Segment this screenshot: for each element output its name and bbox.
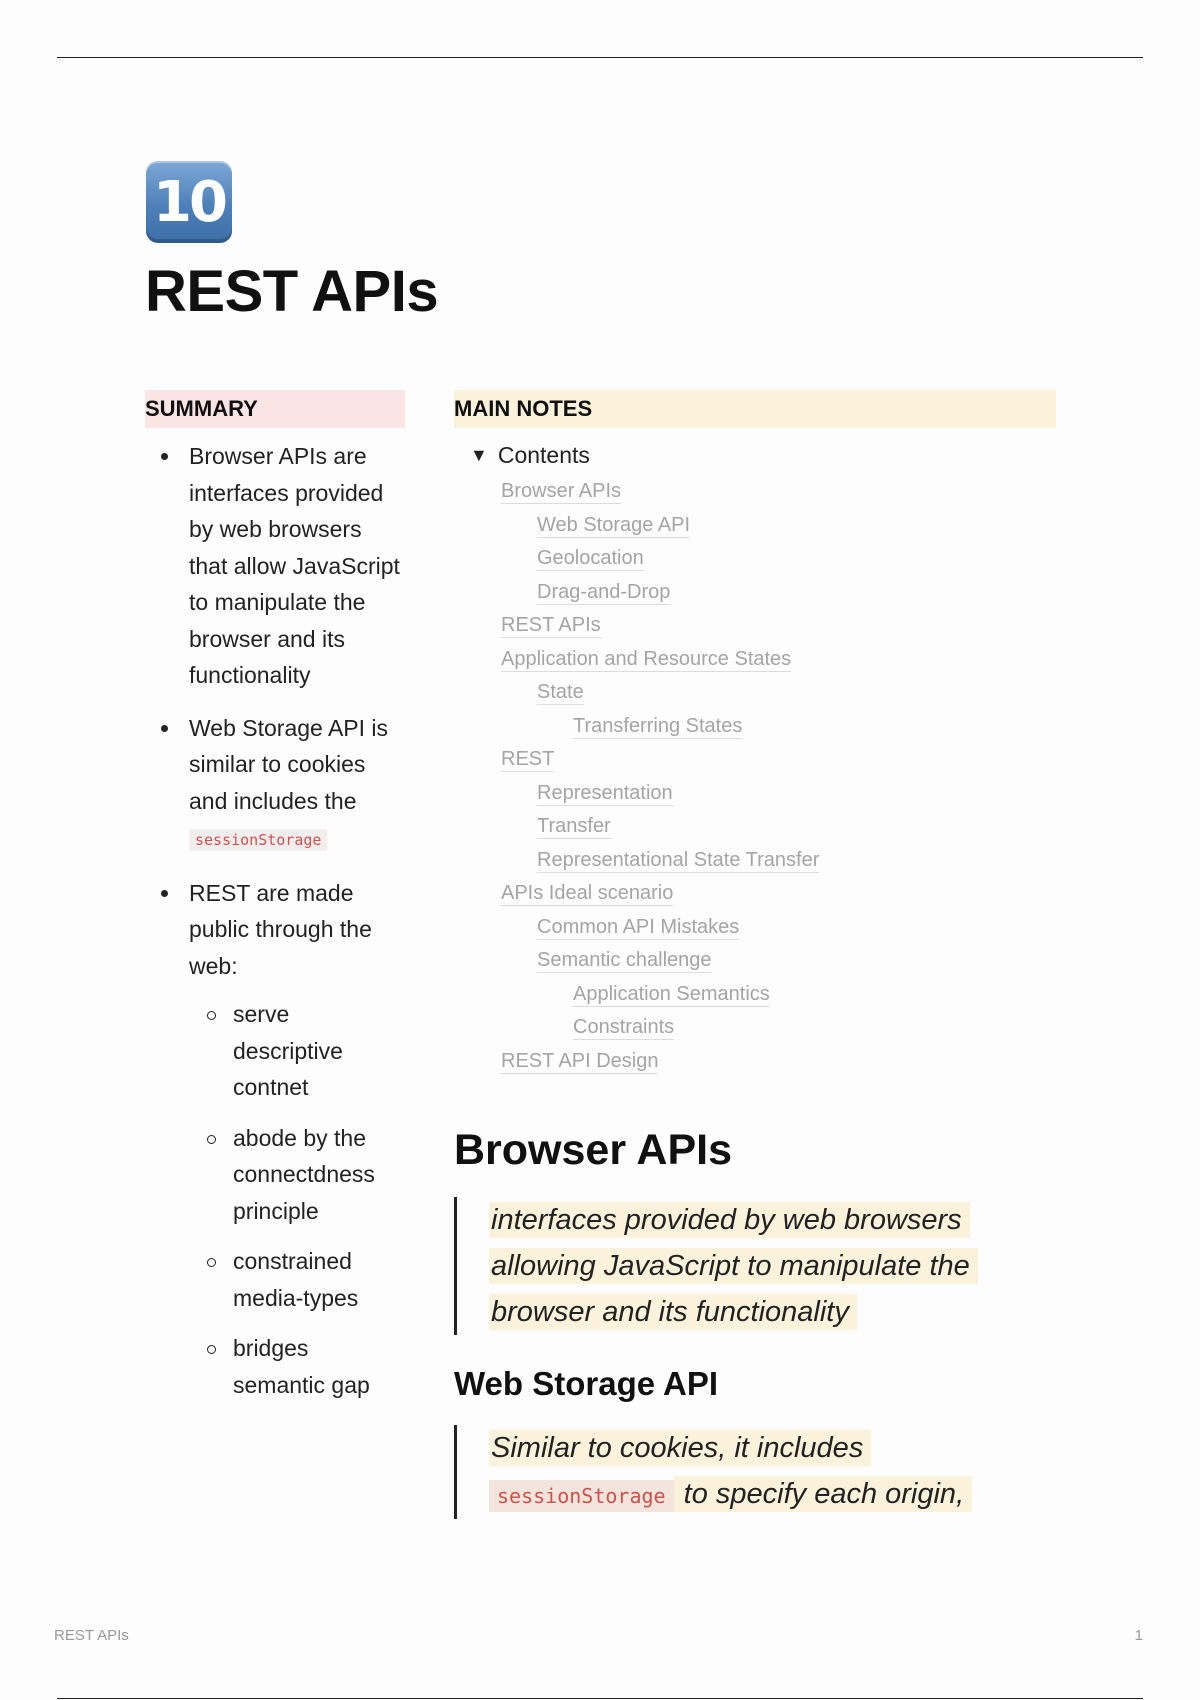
toc-item[interactable] xyxy=(454,810,1056,844)
contents-toggle[interactable] xyxy=(454,442,1056,469)
toc-link[interactable]: Common API Mistakes xyxy=(537,915,740,938)
summary-item-text: Browser APIs are interfaces provided by web browsers that allow JavaScript to manipulate the browser and its functionality xyxy=(189,443,400,688)
quote-line: to specify each origin, xyxy=(674,1476,973,1512)
toc-item[interactable] xyxy=(454,978,1056,1012)
quote-web-storage xyxy=(454,1425,1056,1519)
toc-item[interactable] xyxy=(454,676,1056,710)
summary-item xyxy=(145,875,405,1404)
toc-item[interactable] xyxy=(454,509,1056,543)
summary-sub-list xyxy=(189,996,405,1403)
toc-item[interactable] xyxy=(454,576,1056,610)
keycap-ten-icon: 10 xyxy=(146,161,232,243)
toc-link[interactable]: State xyxy=(537,681,584,703)
main-notes-header: MAIN NOTES xyxy=(454,390,1056,428)
toc-link[interactable]: Semantic challenge xyxy=(537,949,712,971)
summary-item-text: Web Storage API is similar to cookies and includes the xyxy=(189,714,389,814)
summary-item-text: REST are made public through the web: xyxy=(189,879,372,979)
bottom-rule xyxy=(57,1698,1143,1699)
toc-link[interactable]: APIs Ideal scenario xyxy=(501,882,674,904)
summary-column xyxy=(145,390,405,1419)
toc-item[interactable] xyxy=(454,944,1056,978)
page-title: REST APIs xyxy=(145,259,439,324)
quote-line: allowing JavaScript to manipulate the xyxy=(489,1248,978,1284)
summary-sub-item: abode by the connectdness principle xyxy=(189,1120,405,1230)
toc-item[interactable] xyxy=(454,710,1056,744)
toc-link[interactable]: REST xyxy=(501,748,555,770)
summary-item xyxy=(145,710,405,859)
summary-list xyxy=(145,438,405,1403)
toc-item[interactable] xyxy=(454,743,1056,777)
top-rule xyxy=(57,57,1143,58)
toc-link[interactable]: REST API Design xyxy=(501,1049,659,1072)
toc-link[interactable]: Application and Resource States xyxy=(501,647,792,670)
toc-item[interactable] xyxy=(454,1045,1056,1079)
section-heading-browser-apis: Browser APIs xyxy=(454,1126,733,1174)
summary-sub-item: serve descriptive contnet xyxy=(189,996,405,1106)
toc-link[interactable]: Transfer xyxy=(537,815,611,837)
page-number: 1 xyxy=(1134,1627,1143,1644)
main-notes-column xyxy=(454,390,1056,1519)
quote-browser-apis xyxy=(454,1197,1056,1335)
toc-link[interactable]: Web Storage API xyxy=(537,513,691,536)
toc-item[interactable] xyxy=(454,777,1056,811)
toc-link[interactable]: Representation xyxy=(537,781,673,804)
table-of-contents xyxy=(454,475,1056,1078)
inline-code: sessionStorage xyxy=(189,829,327,851)
toc-item[interactable] xyxy=(454,877,1056,911)
inline-code: sessionStorage xyxy=(489,1480,674,1512)
summary-item xyxy=(145,438,405,694)
toc-item[interactable] xyxy=(454,542,1056,576)
toc-link[interactable]: Browser APIs xyxy=(501,480,622,502)
toc-item[interactable] xyxy=(454,643,1056,677)
toc-link[interactable]: Transferring States xyxy=(573,714,743,737)
toc-link[interactable]: Geolocation xyxy=(537,547,644,569)
quote-line: interfaces provided by web browsers xyxy=(489,1202,970,1238)
summary-sub-item: constrained media-types xyxy=(189,1243,405,1316)
triangle-down-icon[interactable]: ▼ xyxy=(470,445,488,465)
toc-link[interactable]: Drag-and-Drop xyxy=(537,580,671,603)
quote-line: browser and its functionality xyxy=(489,1294,857,1330)
toc-link[interactable]: Representational State Transfer xyxy=(537,848,820,871)
toc-link[interactable]: Application Semantics xyxy=(573,982,770,1005)
toc-item[interactable] xyxy=(454,844,1056,878)
toc-item[interactable] xyxy=(454,1011,1056,1045)
summary-header: SUMMARY xyxy=(145,390,405,428)
toc-item[interactable] xyxy=(454,609,1056,643)
section-heading-web-storage-api: Web Storage API xyxy=(454,1365,719,1402)
summary-sub-item: bridges semantic gap xyxy=(189,1330,405,1403)
quote-line: Similar to cookies, it includes xyxy=(489,1430,871,1466)
toc-link[interactable]: Constraints xyxy=(573,1016,675,1038)
toc-item[interactable] xyxy=(454,911,1056,945)
contents-toggle-label: Contents xyxy=(497,442,590,468)
toc-link[interactable]: REST APIs xyxy=(501,614,601,636)
toc-item[interactable] xyxy=(454,475,1056,509)
footer-title: REST APIs xyxy=(54,1627,129,1644)
